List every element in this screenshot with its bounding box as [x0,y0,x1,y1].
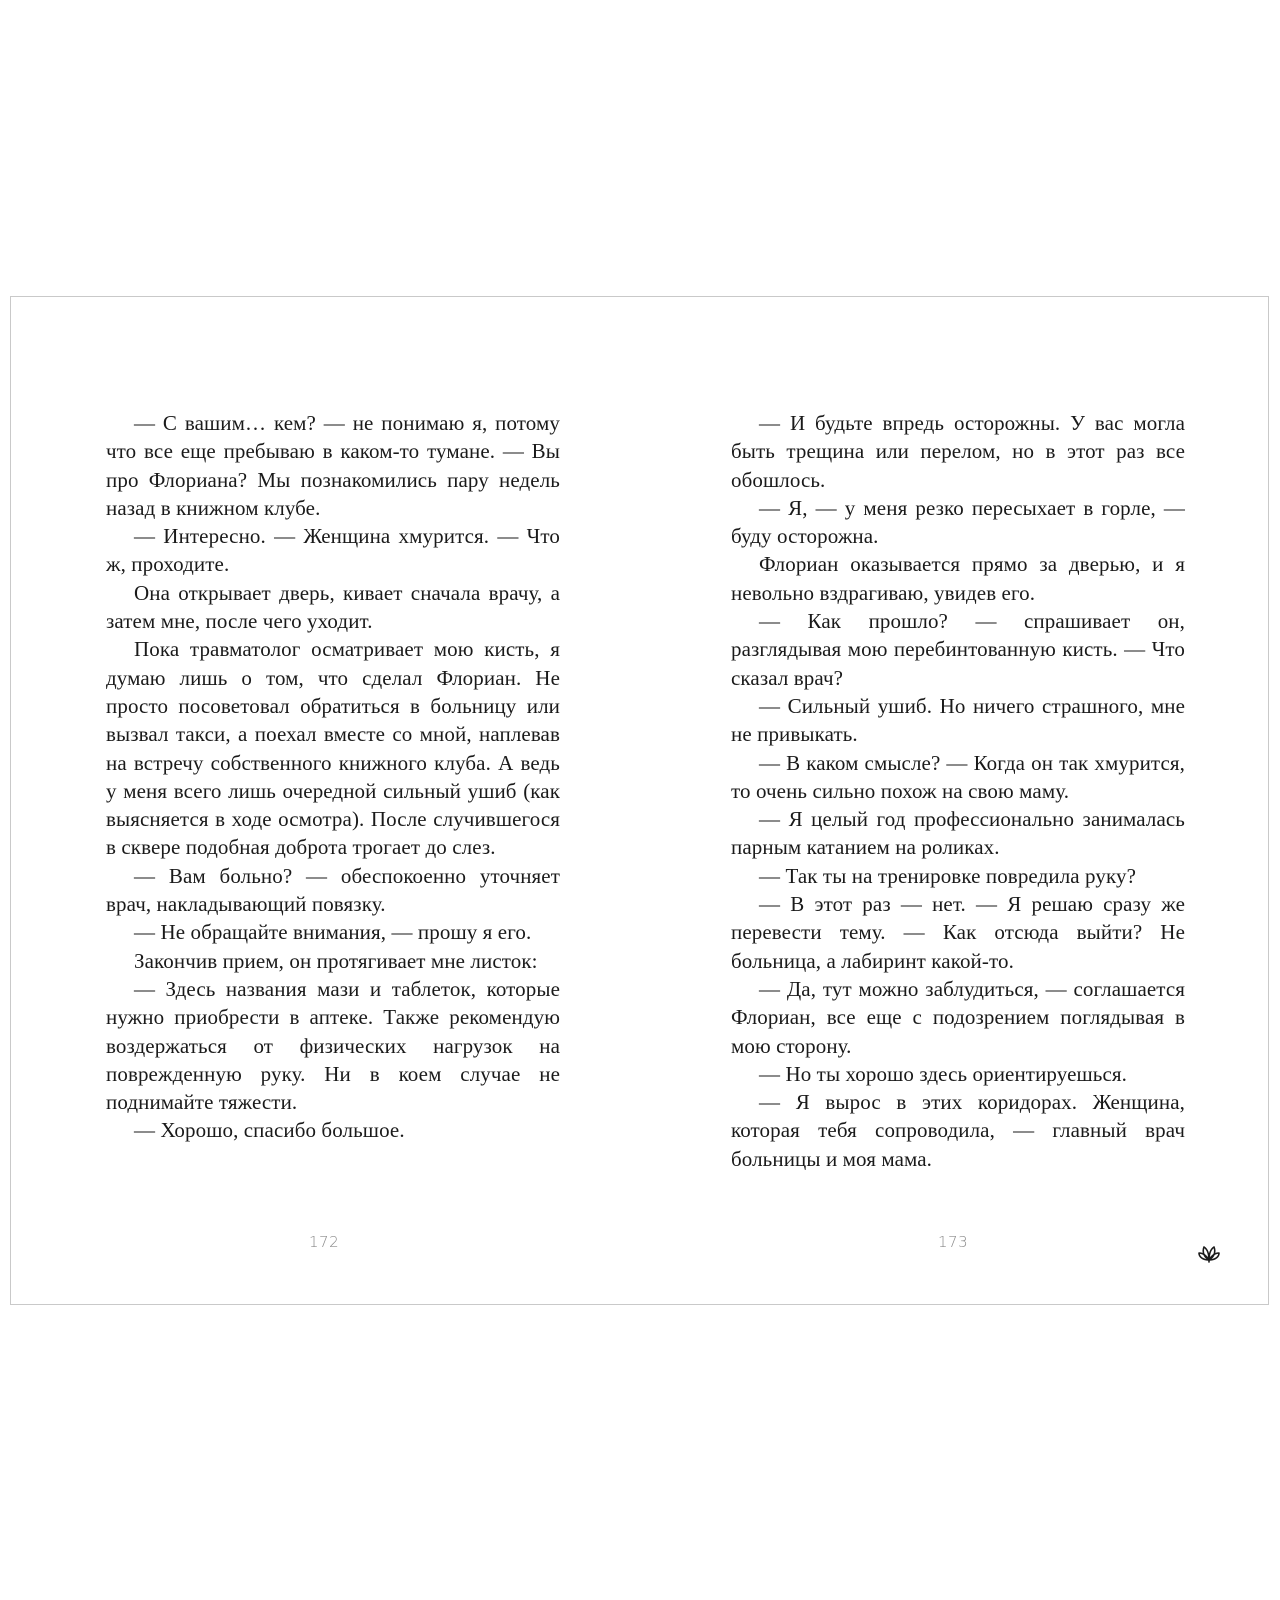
left-page-text [106,409,560,1145]
left-paragraph-7: Закончив прием, он протягивает мне листок: [134,948,538,973]
right-paragraph-7: — Я целый год профессионально занималась парным катанием на роликах. [731,807,1185,860]
right-paragraph-10: — Да, тут можно заблудиться, — соглашается Флориан, все еще с подозрением поглядывая в мою сторону. [731,976,1185,1058]
page-number-left: 172 [309,1233,340,1251]
right-paragraph-8: — Так ты на тренировке повредила руку? [759,863,1136,888]
right-paragraph-11: — Но ты хорошо здесь ориентируешься. [759,1061,1127,1086]
right-paragraph-12: — Я вырос в этих коридорах. Женщина, которая тебя сопроводила, — главный врач больницы и моя мама. [731,1090,1185,1171]
left-paragraph-4: Пока травматолог осматривает мою кисть, я думаю лишь о том, что сделал Флориан. Не просто посоветовал обратиться в больницу или вызвал такси, а поехал вместе со мной, наплевав на встречу собственного книжного клуба. А ведь у меня всего лишь очередной сильный ушиб (как выясняется в ходе осмотра). После случившегося в сквере подобная доброта трогает до слез. [106,637,560,860]
right-page-text [731,409,1185,1173]
left-paragraph-2: — Интересно. — Женщина хмурится. — Что ж, проходите. [106,524,560,577]
left-paragraph-9: — Хорошо, спасибо большое. [134,1118,405,1143]
right-paragraph-6: — В каком смысле? — Когда он так хмурится, то очень сильно похож на свою маму. [731,750,1185,803]
right-page [641,297,1270,1304]
right-paragraph-2: — Я, — у меня резко пересыхает в горле, — буду осторожна. [731,495,1185,549]
leaf-icon [1196,1238,1222,1264]
left-paragraph-6: — Не обращайте внимания, — прошу я его. [134,920,532,945]
page-number-right: 173 [938,1233,969,1251]
book-spread [10,296,1269,1305]
left-paragraph-8: — Здесь названия мази и таблеток, которые нужно приобрести в аптеке. Также рекомендую воздержаться от физических нагрузок на поврежденную руку. Ни в коем случае не поднимайте тяжести. [106,976,560,1115]
left-paragraph-3: Она открывает дверь, кивает сначала врачу, а затем мне, после чего уходит. [106,580,560,634]
right-paragraph-3: Флориан оказывается прямо за дверью, и я невольно вздрагиваю, увидев его. [731,552,1185,605]
right-paragraph-9: — В этот раз — нет. — Я решаю сразу же перевести тему. — Как отсюда выйти? Не больница, а лабиринт какой-то. [731,892,1185,973]
left-paragraph-5: — Вам больно? — обеспокоенно уточняет врач, накладывающий повязку. [106,863,560,917]
left-page [11,297,641,1304]
right-paragraph-1: — И будьте впредь осторожны. У вас могла быть трещина или перелом, но в этот раз все обошлось. [731,411,1185,492]
right-paragraph-5: — Сильный ушиб. Но ничего страшного, мне не привыкать. [731,693,1185,747]
right-paragraph-4: — Как прошло? — спрашивает он, разглядывая мою перебинтованную кисть. — Что сказал врач? [731,609,1185,690]
left-paragraph-1: — С вашим… кем? — не понимаю я, потому что все еще пребываю в каком-то тумане. — Вы про Флориана? Мы познакомились пару недель назад в книжном клубе. [106,411,560,520]
